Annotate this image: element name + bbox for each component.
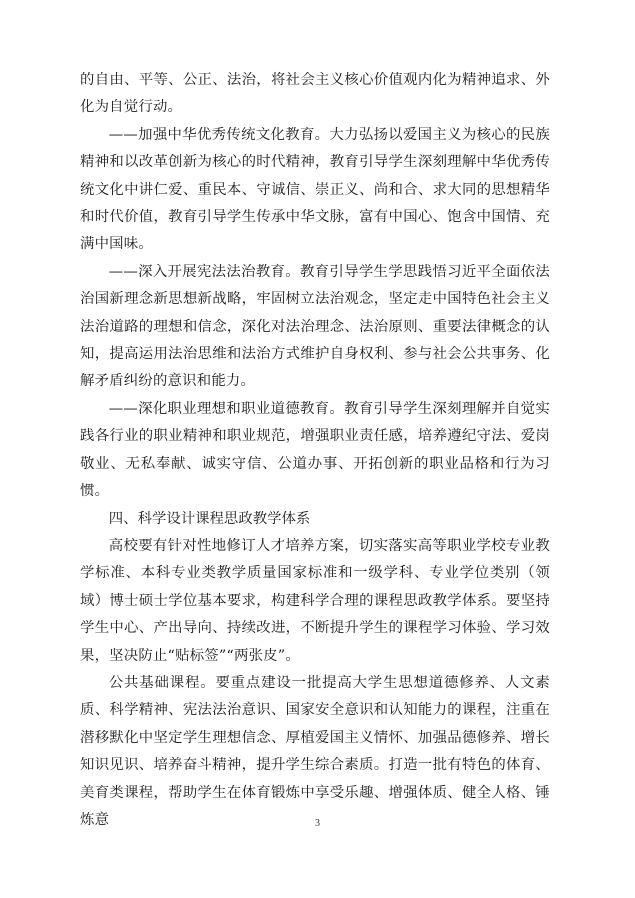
section-heading: 四、科学设计课程思政教学体系	[108, 510, 311, 527]
paragraph-traditional-culture: ——加强中华优秀传统文化教育。大力弘扬以爱国主义为核心的民族精神和以改革创新为核心的时代精神，教育引导学生深刻理解中华优秀传统文化中讲仁爱、重民本、守诚信、崇正义、尚和合、求大同的思想精华和时代价值，教育引导学生传承中华文脉，富有中国心、饱含中国情、充满中国味。	[80, 126, 550, 253]
paragraph-curriculum-system: 高校要有针对性地修订人才培养方案，切实落实高等职业学校专业教学标准、本科专业类教学质量国家标准和一级学科、专业学位类别（领域）博士硕士学位基本要求，构建科学合理的课程思政教学体系。要坚持学生中心、产出导向、持续改进，不断提升学生的课程学习体验、学习效果，坚决防止“贴标签”“两张皮”。	[80, 537, 550, 664]
paragraph-rule-of-law: ——深入开展宪法法治教育。教育引导学生学思践悟习近平全面依法治国新理念新思想新战略，牢固树立法治观念，坚定走中国特色社会主义法治道路的理想和信念，深化对法治理念、法治原则、重要法律概念的认知，提高运用法治思维和法治方式维护自身权利、参与社会公共事务、化解矛盾纠纷的意识和能力。	[80, 263, 550, 390]
paragraph-public-courses: 公共基础课程。要重点建设一批提高大学生思想道德修养、人文素质、科学精神、宪法法治意识、国家安全意识和认知能力的课程，注重在潜移默化中坚定学生理想信念、厚植爱国主义情怀、加强品德修养、增长知识见识、培养奋斗精神，提升学生综合素质。打造一批有特色的体育、美育类课程，帮助学生在体育锻炼中享受乐趣、增强体质、健全人格、锤炼意	[80, 674, 550, 828]
paragraph-continuation: 的自由、平等、公正、法治，将社会主义核心价值观内化为精神追求、外化为自觉行动。	[80, 72, 550, 116]
page-number: 3	[315, 818, 320, 829]
document-body	[80, 67, 550, 834]
paragraph-professional-ethics: ——深化职业理想和职业道德教育。教育引导学生深刻理解并自觉实践各行业的职业精神和职业规范，增强职业责任感，培养遵纪守法、爱岗敬业、无私奉献、诚实守信、公道办事、开拓创新的职业品格和行为习惯。	[80, 400, 550, 500]
